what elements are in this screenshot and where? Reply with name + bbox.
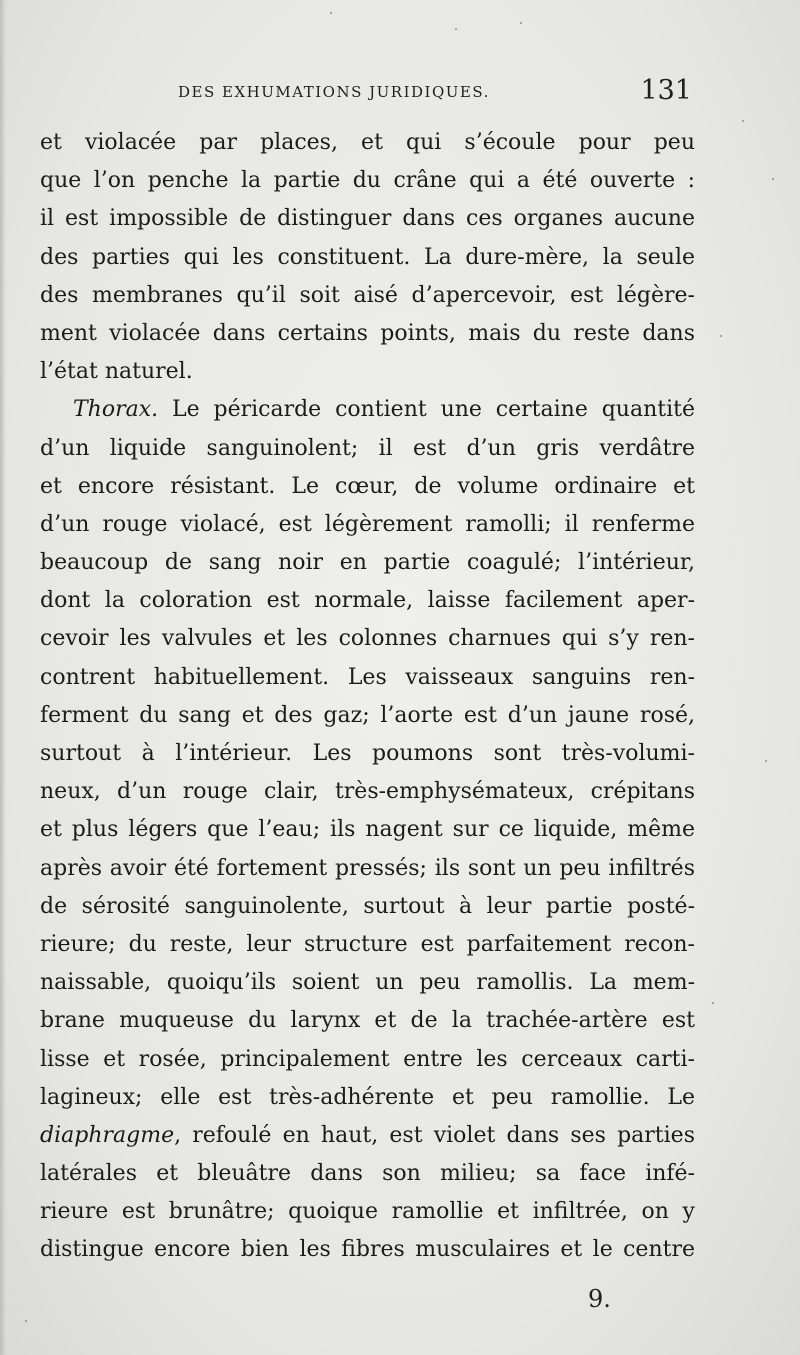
text-line — [40, 1079, 695, 1117]
body-text — [40, 124, 695, 1270]
text-run: rieure; du reste, leur structure est parfaitement recon- — [40, 931, 695, 957]
text-line — [40, 200, 695, 238]
text-run: des membranes qu’il soit aisé d’apercevoir, est légère- — [40, 282, 695, 308]
italic-term: diaphragme — [40, 1122, 175, 1148]
text-run: neux, d’un rouge clair, très-emphysémateux, crépitans — [40, 779, 695, 805]
text-line — [40, 124, 695, 162]
text-run: dont la coloration est normale, laisse facilement aper- — [40, 588, 695, 614]
text-line — [40, 964, 695, 1002]
scan-speck — [712, 1002, 714, 1004]
text-run: lisse et rosée, principalement entre les cerceaux carti- — [40, 1046, 695, 1072]
text-run: et violacée par places, et qui s’écoule pour peu — [40, 130, 695, 155]
italic-term: Thorax. — [73, 397, 159, 423]
text-line — [40, 620, 695, 658]
text-run: ferment du sang et des gaz; l’aorte est d’un jaune rosé, — [40, 702, 695, 728]
text-line — [40, 353, 695, 391]
scan-speck — [772, 178, 774, 180]
text-run: distingue encore bien les fibres musculaires et le centre — [40, 1237, 695, 1263]
text-line — [40, 1193, 695, 1231]
text-line — [40, 162, 695, 200]
text-run: brane muqueuse du larynx et de la trachée-artère est — [40, 1008, 695, 1034]
scan-speck — [765, 760, 767, 762]
text-line — [40, 1041, 695, 1079]
signature-mark: 9. — [588, 1285, 611, 1313]
text-line — [40, 277, 695, 315]
scan-speck — [455, 28, 457, 30]
text-line — [40, 1231, 695, 1269]
text-line — [40, 926, 695, 964]
scan-speck — [720, 335, 722, 337]
text-run: beaucoup de sang noir en partie coagulé; l’intérieur, — [40, 550, 695, 576]
text-run: et encore résistant. Le cœur, de volume ordinaire et — [40, 473, 695, 499]
text-run: l’état naturel. — [40, 359, 193, 385]
running-head: DES EXHUMATIONS JURIDIQUES. — [178, 83, 490, 101]
scan-speck — [520, 22, 522, 24]
text-line — [40, 582, 695, 620]
text-run: et plus légers que l’eau; ils nagent sur ce liquide, même — [40, 817, 695, 843]
text-run: contrent habituellement. Les vaisseaux sanguins ren- — [40, 664, 695, 690]
text-line — [40, 1002, 695, 1040]
text-line — [40, 239, 695, 277]
text-run: de sérosité sanguinolente, surtout à leur partie posté- — [40, 893, 695, 919]
text-line — [40, 468, 695, 506]
text-line — [40, 1155, 695, 1193]
text-run: ment violacée dans certains points, mais du reste dans — [40, 320, 695, 346]
text-run: il est impossible de distinguer dans ces organes aucune — [40, 206, 695, 232]
text-line — [40, 773, 695, 811]
text-run: rieure est brunâtre; quoique ramollie et infiltrée, on y — [40, 1199, 695, 1225]
text-line — [40, 811, 695, 849]
text-line — [40, 888, 695, 926]
scan-speck — [330, 12, 332, 14]
scan-speck — [25, 1320, 27, 1322]
text-line — [40, 315, 695, 353]
text-line — [40, 735, 695, 773]
text-line — [40, 850, 695, 888]
text-run: , refoulé en haut, est violet dans ses parties — [174, 1122, 695, 1148]
text-line — [40, 506, 695, 544]
text-run: cevoir les valvules et les colonnes charnues qui s’y ren- — [40, 626, 695, 652]
text-line — [40, 544, 695, 582]
text-run: après avoir été fortement pressés; ils sont un peu infiltrés — [40, 855, 695, 881]
text-run: des parties qui les constituent. La dure-mère, la seule — [40, 244, 695, 270]
page-number: 131 — [640, 75, 692, 106]
text-run: d’un rouge violacé, est légèrement ramolli; il renferme — [40, 511, 695, 537]
text-run: surtout à l’intérieur. Les poumons sont très-volumi- — [40, 741, 695, 766]
text-line — [40, 391, 695, 429]
text-run: latérales et bleuâtre dans son milieu; sa face infé- — [40, 1161, 695, 1187]
text-line — [40, 697, 695, 735]
text-line — [40, 1117, 695, 1155]
page-edge-shadow — [0, 0, 6, 1355]
text-run: naissable, quoiqu’ils soient un peu ramollis. La mem- — [40, 970, 695, 996]
text-run: d’un liquide sanguinolent; il est d’un gris verdâtre — [40, 435, 695, 461]
text-line — [40, 659, 695, 697]
scan-speck — [742, 120, 744, 122]
text-run: Le péricarde contient une certaine quantité — [158, 397, 695, 423]
text-run: lagineux; elle est très-adhérente et peu ramollie. Le — [40, 1084, 695, 1110]
text-run: que l’on penche la partie du crâne qui a été ouverte : — [40, 168, 695, 194]
text-line — [40, 430, 695, 468]
page-header — [40, 75, 700, 113]
